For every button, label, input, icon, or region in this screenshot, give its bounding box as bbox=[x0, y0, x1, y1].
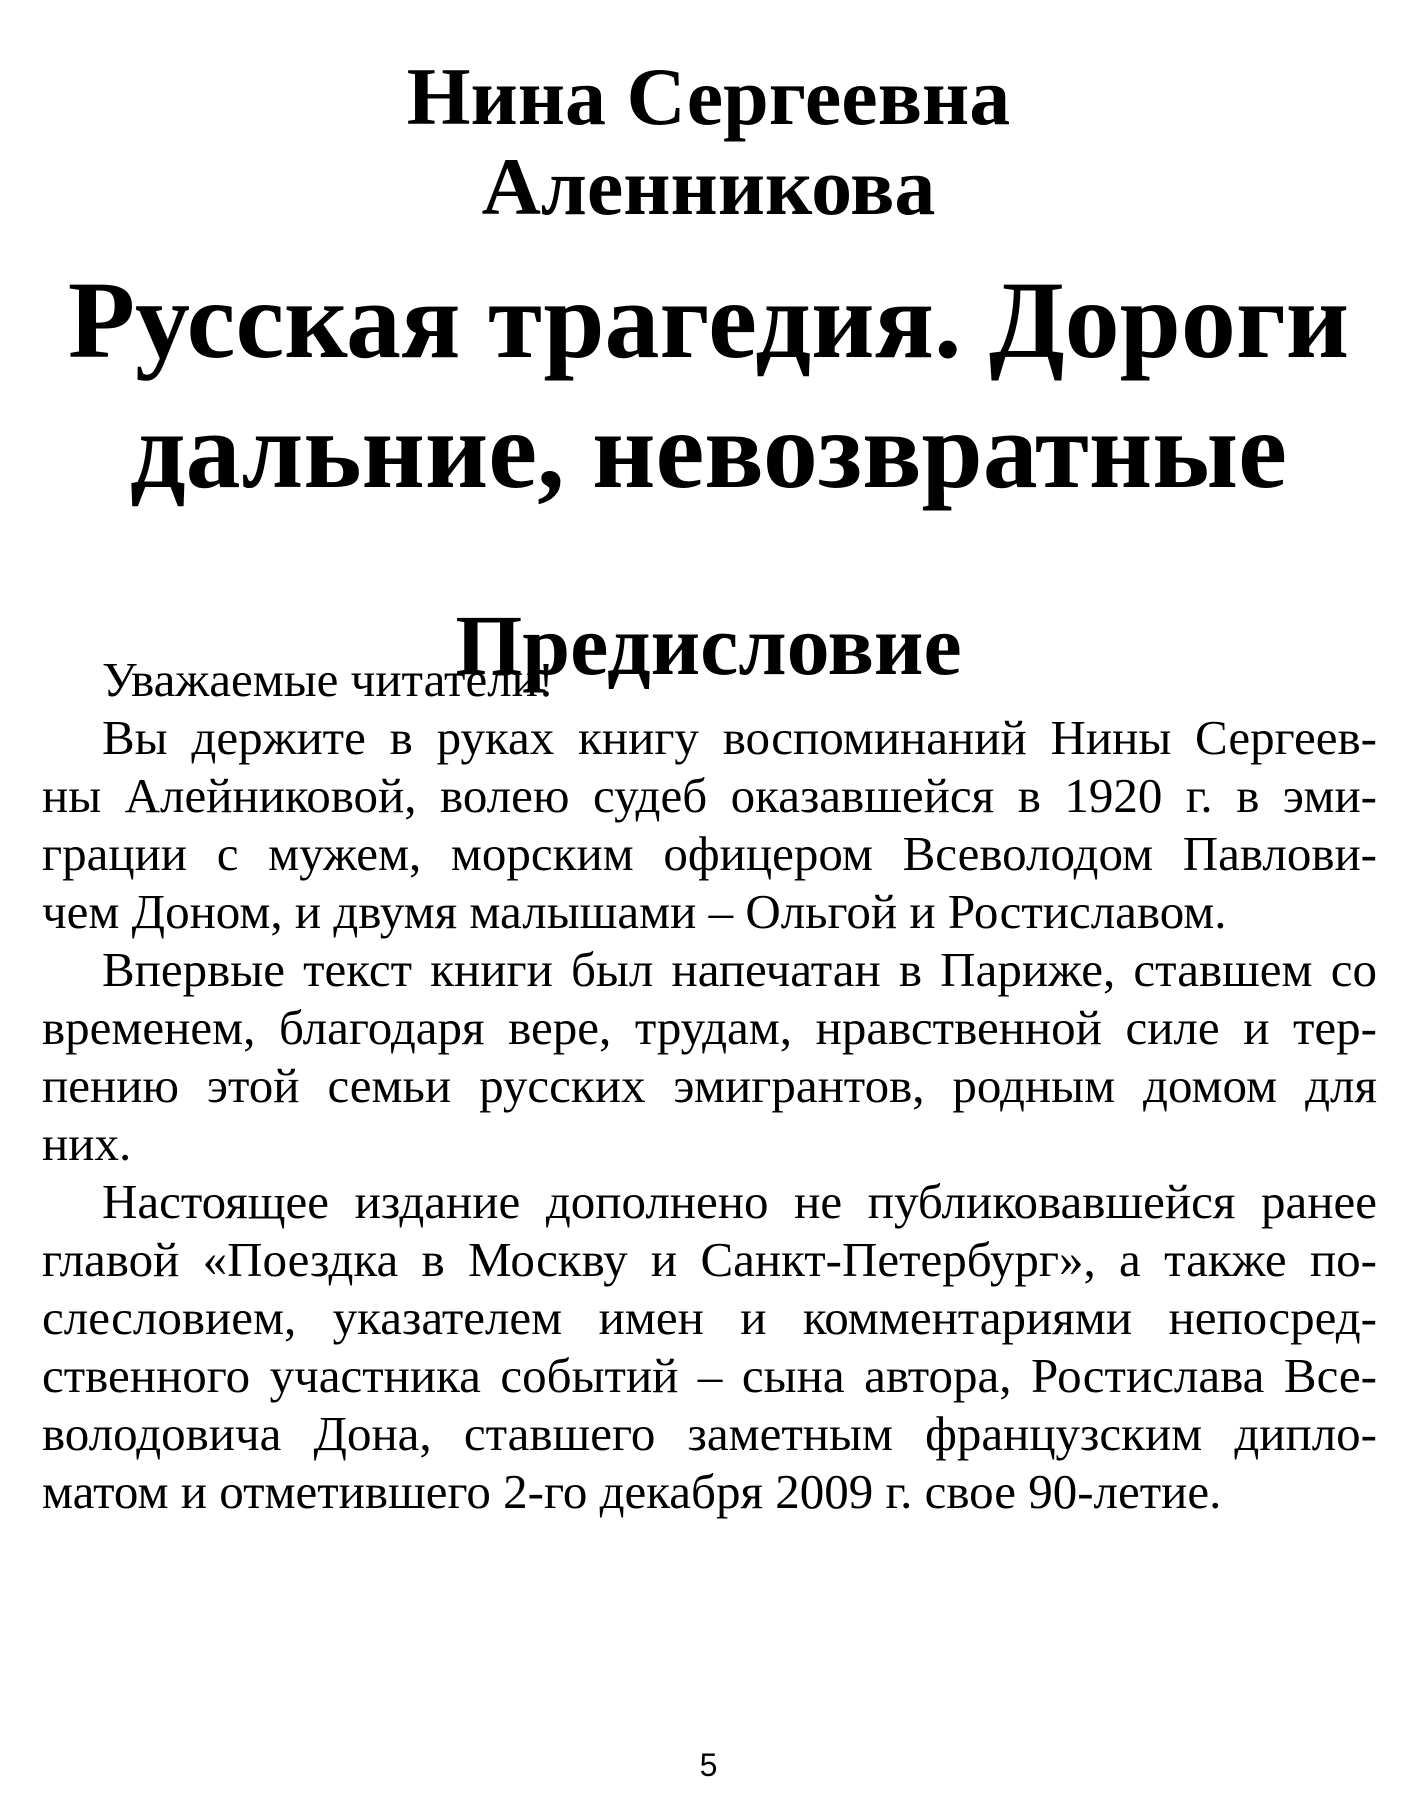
page-number: 5 bbox=[699, 1747, 718, 1783]
paragraph-line: Настоящее издание дополнено не публиковавшейся ранее bbox=[102, 1174, 1377, 1229]
book-title-line-2: дальние, невозвратные bbox=[130, 389, 1287, 511]
book-title-line-1: Русская трагедия. Дороги bbox=[67, 259, 1350, 381]
paragraph-line: матом и отметившего 2-го декабря 2009 г. свое 90-летие. bbox=[42, 1464, 1222, 1519]
section-heading: Предисловие bbox=[455, 597, 962, 693]
author-name-line-2: Аленникова bbox=[481, 141, 936, 232]
paragraph-line: слесловием, указателем имен и комментариями непосред- bbox=[42, 1290, 1377, 1345]
paragraph-line: грации с мужем, морским офицером Всеволодом Павлови- bbox=[42, 826, 1377, 881]
paragraph-line: Впервые текст книги был напечатан в Париже, ставшем со bbox=[102, 942, 1377, 997]
paragraph-line: Уважаемые читатели! bbox=[102, 652, 555, 707]
paragraph-line: главой «Поездка в Москву и Санкт-Петербург», а также по- bbox=[42, 1232, 1377, 1287]
paragraph-line: них. bbox=[42, 1116, 132, 1171]
author-name-line-1: Нина Сергеевна bbox=[406, 51, 1011, 142]
paragraph-line: ственного участника событий – сына автора, Ростислава Все- bbox=[42, 1348, 1377, 1403]
paragraph-line: пению этой семьи русских эмигрантов, родным домом для bbox=[42, 1058, 1377, 1113]
paragraph-line: временем, благодаря вере, трудам, нравственной силе и тер- bbox=[42, 1000, 1377, 1055]
paragraph-line: ны Алейниковой, волею судеб оказавшейся в 1920 г. в эми- bbox=[42, 768, 1377, 823]
paragraph-line: Вы держите в руках книгу воспоминаний Нины Сергеев- bbox=[102, 710, 1377, 765]
paragraph-line: володовича Дона, ставшего заметным французским дипло- bbox=[42, 1406, 1377, 1461]
paragraph-line: чем Доном, и двумя малышами – Ольгой и Ростиславом. bbox=[42, 884, 1227, 939]
